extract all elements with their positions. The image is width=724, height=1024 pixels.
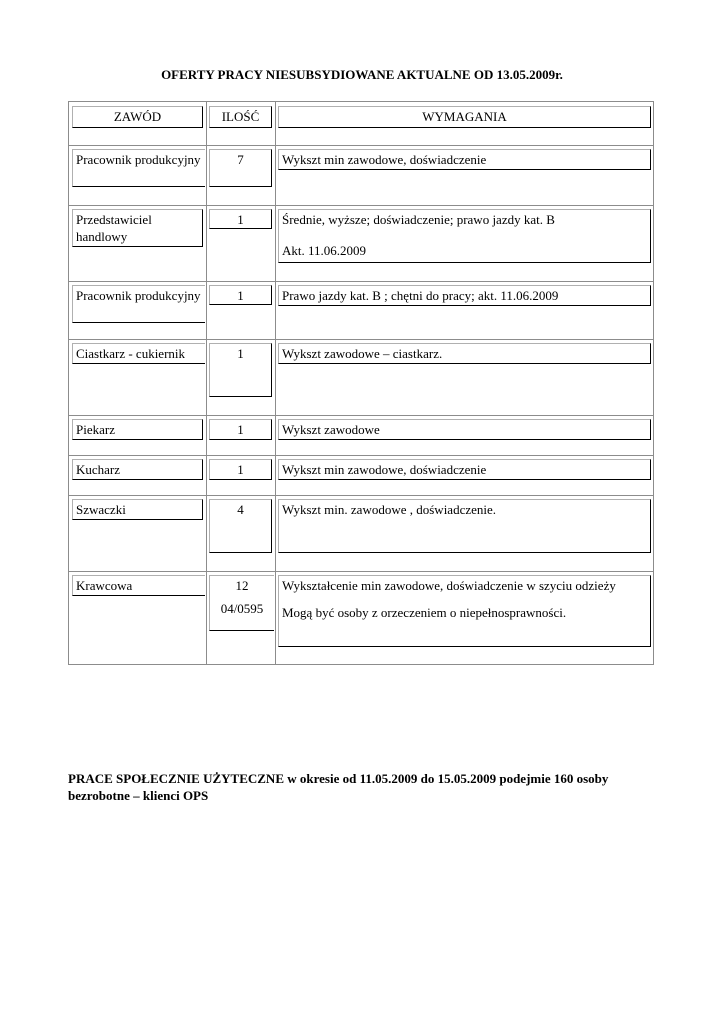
header-row [69,102,653,146]
cell-ilosc: 1 [209,419,272,440]
offer-number: 04/0595 [220,601,264,616]
requirement-date: Akt. 11.06.2009 [282,243,367,258]
job-offers-table [68,101,654,665]
table-row [69,571,653,664]
cell-wymagania: Wykszt min zawodowe, doświadczenie [278,459,651,480]
requirement-note: Mogą być osoby z orzeczeniem o niepełnosprawności. [282,605,567,620]
header-zawod: ZAWÓD [72,106,203,128]
cell-zawod: Pracownik produkcyjny [72,149,205,187]
cell-ilosc: 1 [209,459,272,480]
cell-wymagania: Prawo jazdy kat. B ; chętni do pracy; akt. 11.06.2009 [278,285,651,306]
cell-wymagania [278,575,651,647]
table-row [69,495,653,572]
requirement-text: Wykształcenie min zawodowe, doświadczenie w szyciu odzieży [282,578,616,593]
cell-zawod: Pracownik produkcyjny [72,285,205,323]
table-row [69,281,653,340]
cell-ilosc: 1 [209,343,272,397]
page-title: OFERTY PRACY NIESUBSYDIOWANE AKTUALNE OD 13.05.2009r. [161,67,563,82]
cell-wymagania: Wykszt zawodowe [278,419,651,440]
table-row [69,145,653,206]
cell-wymagania: Wykszt zawodowe – ciastkarz. [278,343,651,364]
cell-ilosc: 1 [209,209,272,229]
cell-ilosc [209,575,274,631]
cell-zawod: Szwaczki [72,499,203,520]
cell-zawod: Piekarz [72,419,203,440]
table-row [69,339,653,416]
cell-ilosc: 1 [209,285,272,305]
table-row [69,415,653,456]
table-row [69,205,653,282]
cell-zawod: Kucharz [72,459,203,480]
cell-zawod: Krawcowa [72,575,205,596]
quantity-value: 12 [235,578,249,593]
footer-note: PRACE SPOŁECZNIE UŻYTECZNE w okresie od 11.05.2009 do 15.05.2009 podejmie 160 osoby bezrobotne – klienci OPS [68,771,609,803]
cell-ilosc: 4 [209,499,272,553]
cell-zawod: Ciastkarz - cukiernik [72,343,205,364]
cell-wymagania [278,209,651,263]
cell-zawod: Przedstawiciel handlowy [72,209,203,247]
header-wymagania: WYMAGANIA [278,106,651,128]
table-row [69,455,653,496]
header-ilosc: ILOŚĆ [209,106,272,128]
cell-wymagania: Wykszt min zawodowe, doświadczenie [278,149,651,170]
cell-wymagania: Wykszt min. zawodowe , doświadczenie. [278,499,651,553]
cell-ilosc: 7 [209,149,272,187]
requirement-text: Średnie, wyższe; doświadczenie; prawo jazdy kat. B [282,212,555,227]
